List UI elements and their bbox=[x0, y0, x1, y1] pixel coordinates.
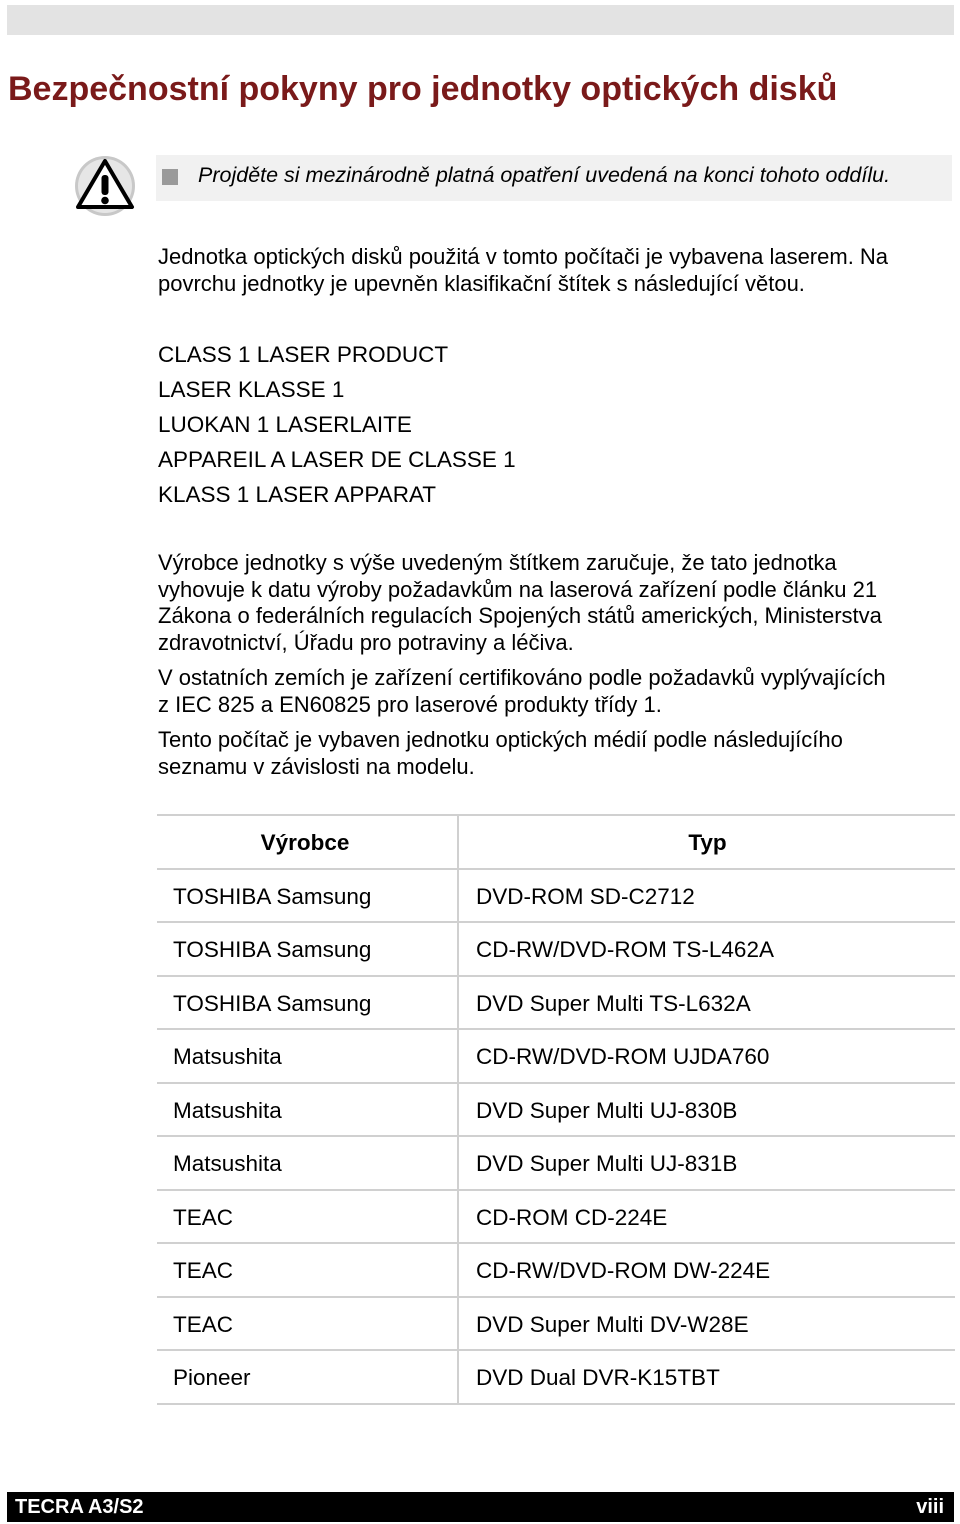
table-row bbox=[157, 1244, 955, 1298]
type-cell: CD-RW/DVD-ROM UJDA760 bbox=[476, 1044, 770, 1069]
paragraph-line: Tento počítač je vybaven jednotku optických médií podle následujícího bbox=[158, 727, 843, 752]
header-bar bbox=[7, 5, 954, 35]
manufacturer-cell: TOSHIBA Samsung bbox=[173, 990, 372, 1016]
paragraph-line: z IEC 825 a EN60825 pro laserové produkty třídy 1. bbox=[158, 691, 662, 717]
manufacturer-cell: TEAC bbox=[173, 1311, 234, 1337]
paragraph-line: vyhovuje k datu výroby požadavkům na laserová zařízení podle článku 21 bbox=[158, 576, 878, 602]
type-cell: DVD Super Multi TS-L632A bbox=[476, 990, 751, 1016]
type-cell: CD-RW/DVD-ROM DW-224E bbox=[476, 1258, 771, 1283]
laser-class-item: LUOKAN 1 LASERLAITE bbox=[158, 412, 412, 437]
footer-model: TECRA A3/S2 bbox=[15, 1496, 144, 1518]
manufacturer-cell: Pioneer bbox=[173, 1365, 251, 1390]
manufacturer-cell: Matsushita bbox=[173, 1097, 282, 1123]
table-row bbox=[157, 923, 955, 977]
laser-class-list bbox=[158, 340, 516, 515]
page-title: Bezpečnostní pokyny pro jednotky optických disků bbox=[8, 70, 838, 108]
model-list-paragraph bbox=[158, 727, 843, 780]
type-cell: DVD Dual DVR-K15TBT bbox=[476, 1365, 720, 1390]
manufacturer-cell: Matsushita bbox=[173, 1044, 282, 1069]
paragraph-line: seznamu v závislosti na modelu. bbox=[158, 753, 475, 779]
laser-class-item: LASER KLASSE 1 bbox=[158, 377, 345, 402]
type-cell: CD-ROM CD-224E bbox=[476, 1204, 668, 1230]
footer-page-number: viii bbox=[916, 1496, 944, 1518]
intro-line: povrchu jednotky je upevněn klasifikační štítek s následující větou. bbox=[158, 270, 805, 296]
column-header-type: Typ bbox=[688, 830, 727, 855]
manufacturer-cell: TOSHIBA Samsung bbox=[173, 937, 372, 962]
intro-paragraph bbox=[158, 244, 888, 297]
paragraph-line: zdravotnictví, Úřadu pro potraviny a léčiva. bbox=[158, 629, 574, 655]
notice-box bbox=[156, 155, 952, 201]
paragraph-line: Výrobce jednotky s výše uvedeným štítkem zaručuje, že tato jednotka bbox=[158, 550, 837, 575]
type-cell: DVD Super Multi DV-W28E bbox=[476, 1311, 749, 1337]
table-row bbox=[157, 1351, 955, 1405]
manufacturer-cell: TOSHIBA Samsung bbox=[173, 883, 372, 909]
type-cell: DVD-ROM SD-C2712 bbox=[476, 883, 695, 909]
paragraph-line: V ostatních zemích je zařízení certifikováno podle požadavků vyplývajících bbox=[158, 665, 886, 690]
certification-paragraph bbox=[158, 665, 886, 718]
table-header-row bbox=[157, 816, 955, 870]
manufacturer-cell: Matsushita bbox=[173, 1151, 282, 1176]
manufacturer-cell: TEAC bbox=[173, 1258, 234, 1283]
table-row bbox=[157, 1084, 955, 1138]
table-row bbox=[157, 1030, 955, 1084]
type-cell: DVD Super Multi UJ-830B bbox=[476, 1097, 738, 1123]
drive-table bbox=[157, 814, 955, 1405]
column-header-manufacturer: Výrobce bbox=[260, 830, 350, 855]
notice-text: Projděte si mezinárodně platná opatření uvedená na konci tohoto oddílu. bbox=[198, 163, 891, 187]
table-row bbox=[157, 1298, 955, 1352]
table-row bbox=[157, 870, 955, 924]
page-footer bbox=[7, 1492, 954, 1522]
intro-line: Jednotka optických disků použitá v tomto počítači je vybavena laserem. Na bbox=[158, 244, 889, 269]
paragraph-line: Zákona o federálních regulacích Spojených států amerických, Ministerstva bbox=[158, 603, 882, 628]
table-row bbox=[157, 977, 955, 1031]
manufacturer-paragraph bbox=[158, 550, 882, 656]
table-row bbox=[157, 1137, 955, 1191]
laser-class-item: KLASS 1 LASER APPARAT bbox=[158, 482, 437, 507]
type-cell: CD-RW/DVD-ROM TS-L462A bbox=[476, 937, 774, 962]
laser-class-item: APPAREIL A LASER DE CLASSE 1 bbox=[158, 447, 516, 472]
laser-class-item: CLASS 1 LASER PRODUCT bbox=[158, 342, 449, 367]
table-row bbox=[157, 1191, 955, 1245]
manufacturer-cell: TEAC bbox=[173, 1204, 234, 1230]
warning-triangle-icon bbox=[74, 155, 136, 217]
type-cell: DVD Super Multi UJ-831B bbox=[476, 1151, 738, 1176]
bullet-square-icon bbox=[162, 169, 178, 185]
